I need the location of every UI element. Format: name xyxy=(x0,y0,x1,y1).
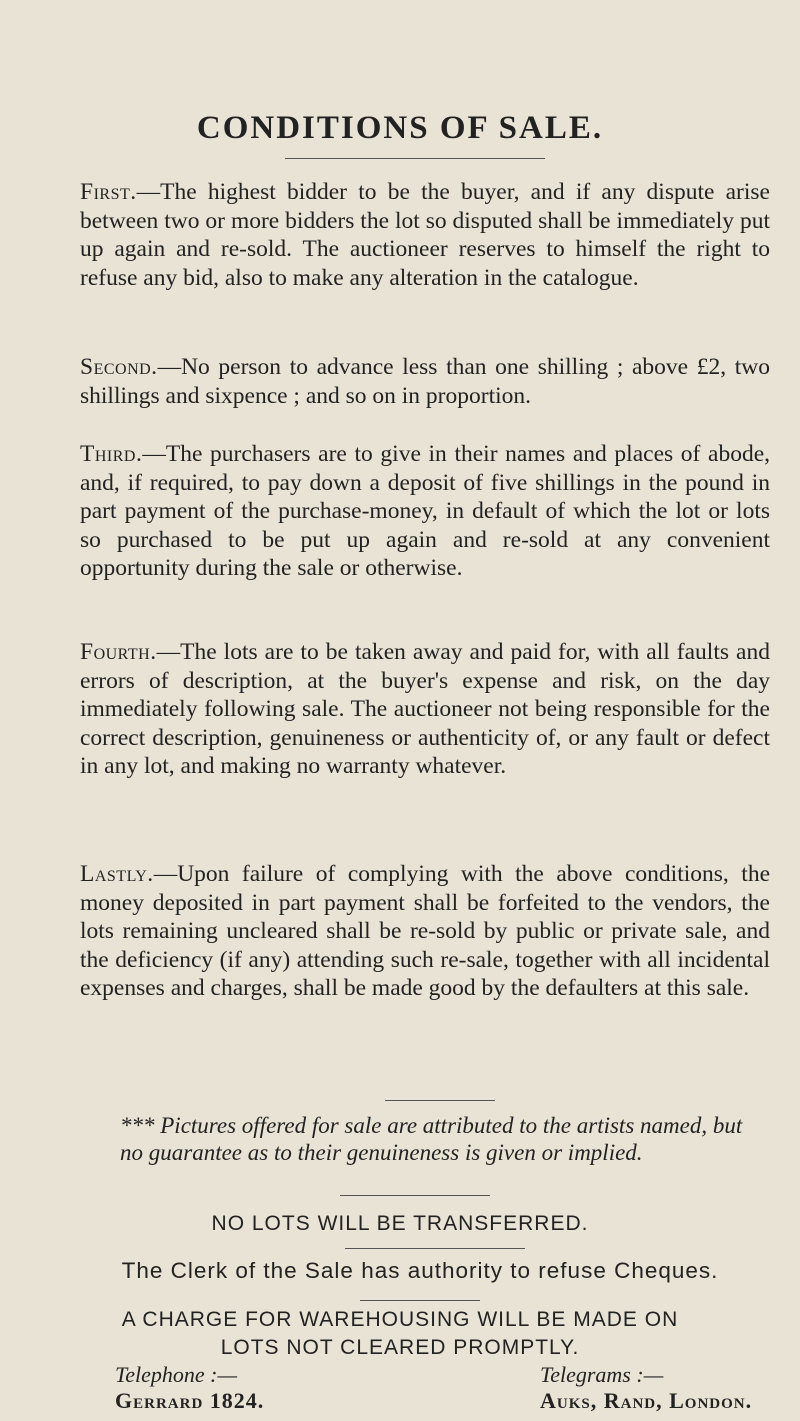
telephone-block xyxy=(115,1362,264,1414)
divider xyxy=(360,1300,480,1301)
telegrams-block xyxy=(540,1362,752,1414)
warehousing-notice-line2: LOTS NOT CLEARED PROMPTLY. xyxy=(220,1336,580,1359)
cheques-notice: The Clerk of the Sale has authority to refuse Cheques. xyxy=(121,1258,719,1283)
pictures-note: *** Pictures offered for sale are attributed to the artists named, but no guarantee as to their genuineness is given or implied. xyxy=(120,1113,743,1165)
condition-lead: First. xyxy=(80,179,137,205)
no-transfer-notice: NO LOTS WILL BE TRANSFERRED. xyxy=(211,1212,589,1235)
condition-lastly xyxy=(80,860,770,1003)
telephone-label: Telephone :— xyxy=(115,1362,238,1387)
condition-lead: Fourth. xyxy=(80,639,157,665)
telephone-number: Gerrard 1824. xyxy=(115,1388,265,1413)
condition-text: —The lots are to be taken away and paid for, with all faults and errors of description, at the buyer's expense and risk, on the day immediately following sale. The auctioneer not being responsible for the correct description, genuineness or authenticity of, or any fault or defect in any lot, and making no warranty whatever. xyxy=(80,639,770,779)
condition-lead: Third. xyxy=(80,441,143,467)
condition-first xyxy=(80,178,770,292)
condition-fourth xyxy=(80,638,770,781)
condition-text: —No person to advance less than one shilling ; above £2, two shillings and sixpence ; and so on in proportion. xyxy=(80,354,770,409)
warehousing-notice-line1: A CHARGE FOR WAREHOUSING WILL BE MADE ON xyxy=(121,1308,679,1331)
divider xyxy=(345,1248,525,1249)
telegrams-label: Telegrams :— xyxy=(540,1362,664,1387)
condition-text: —The purchasers are to give in their names and places of abode, and, if required, to pay down a deposit of five shillings in the pound in part payment of the purchase-money, in default of which the lot or lots so purchased to be put up again and re-sold at any convenient opportunity during the sale or otherwise. xyxy=(80,441,770,581)
page-title: CONDITIONS OF SALE. xyxy=(196,110,604,146)
condition-second xyxy=(80,353,770,410)
condition-text: —The highest bidder to be the buyer, and if any dispute arise between two or more bidders the lot so disputed shall be immediately put up again and re-sold. The auctioneer reserves to himself the right to refuse any bid, also to make any alteration in the catalogue. xyxy=(80,179,770,291)
divider xyxy=(385,1100,495,1101)
condition-third xyxy=(80,440,770,583)
condition-lead: Lastly. xyxy=(80,861,154,887)
divider xyxy=(340,1195,490,1196)
condition-lead: Second. xyxy=(80,354,158,380)
condition-text: —Upon failure of complying with the above conditions, the money deposited in part payment shall be forfeited to the vendors, the lots remaining uncleared shall be re-sold by public or private sale, and the deficiency (if any) attending such re-sale, together with all incidental expenses and charges, shall be made good by the defaulters at this sale. xyxy=(80,861,770,1001)
telegrams-address: Auks, Rand, London. xyxy=(540,1388,753,1413)
title-rule xyxy=(285,158,545,159)
